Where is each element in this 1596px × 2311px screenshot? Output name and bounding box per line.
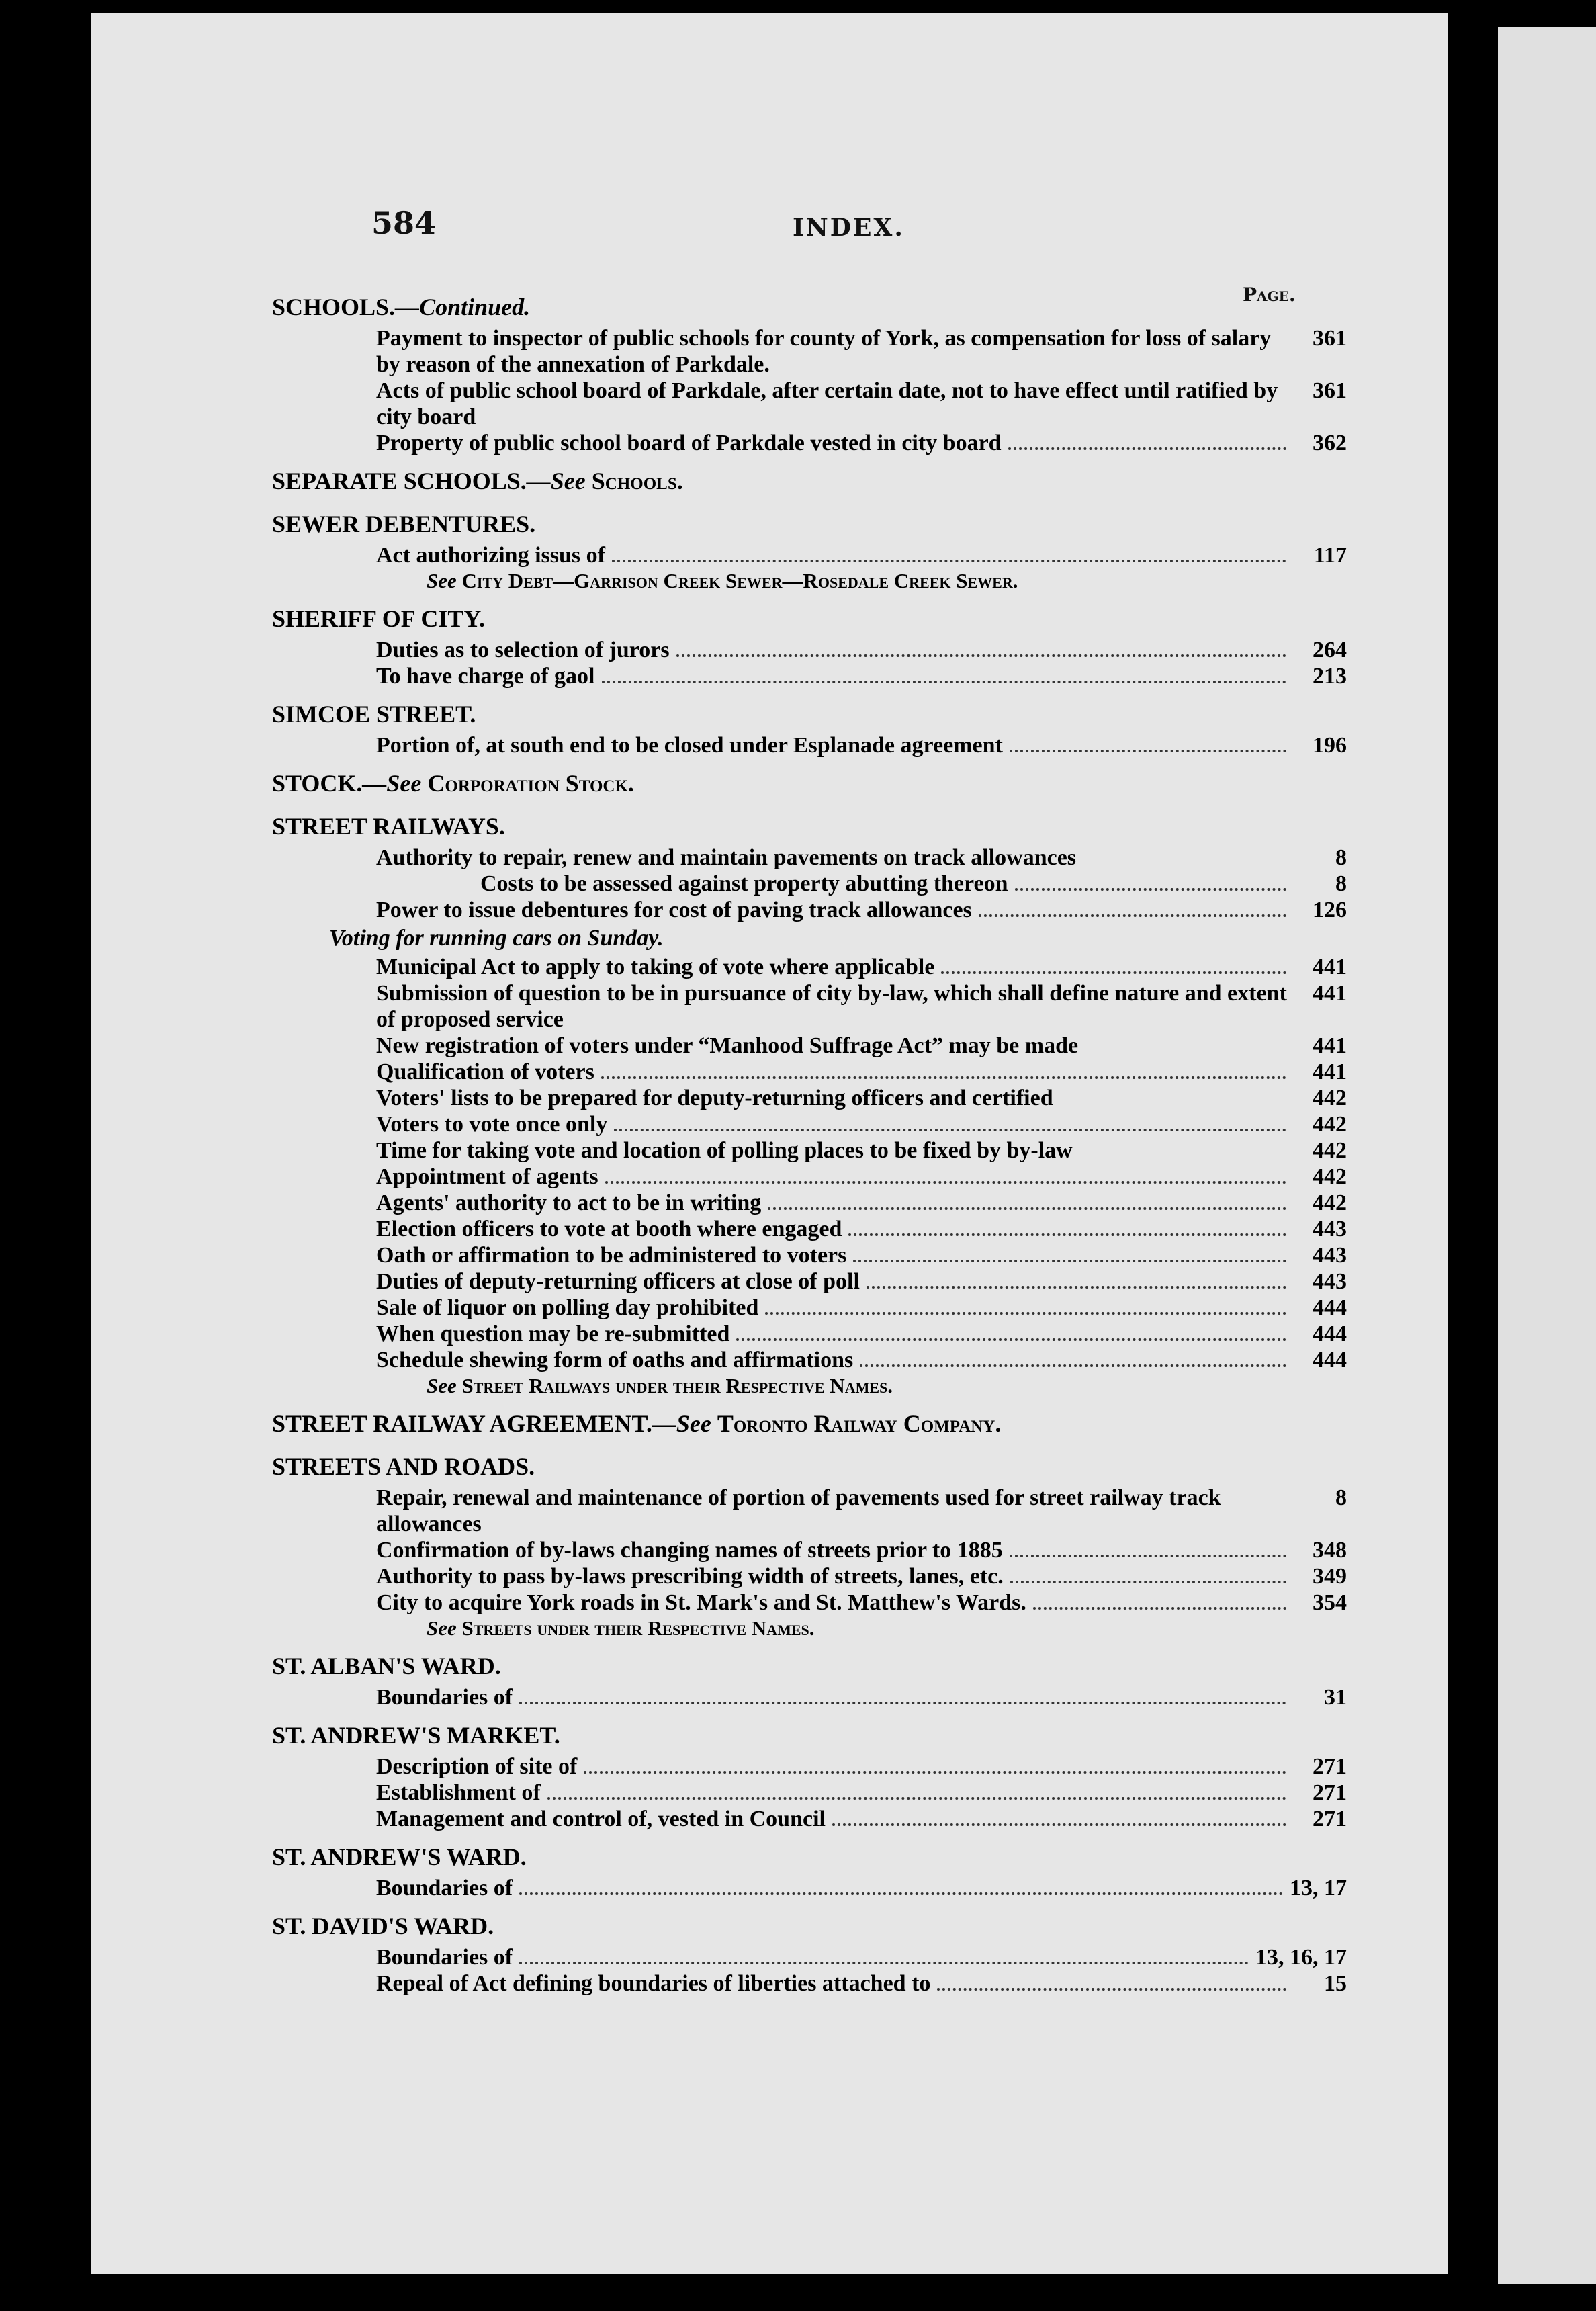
index-section: [272, 601, 1347, 689]
section-heading: SIMCOE STREET.: [272, 701, 476, 728]
section-heading: ST. DAVID'S WARD.: [272, 1913, 494, 1939]
index-entry: Appointment of agents 442: [376, 1164, 1347, 1189]
index-section: [272, 289, 1347, 456]
index-entry: Act authorizing issus of 117: [376, 543, 1347, 568]
page-column-label: Page.: [1243, 284, 1296, 306]
index-entry: Schedule shewing form of oaths and affirmations 444: [376, 1348, 1347, 1372]
subheading: Voting for running cars on Sunday.: [329, 926, 664, 951]
index-entry: Confirmation of by-laws changing names of streets prior to 1885 348: [376, 1538, 1347, 1563]
index-entry: Voters to vote once only 442: [376, 1112, 1347, 1137]
section-heading: ST. ANDREW'S MARKET.: [272, 1722, 560, 1749]
index-entry: Repeal of Act defining boundaries of liberties attached to 15: [376, 1971, 1347, 1996]
index-subentry: Costs to be assessed against property abutting thereon 8: [480, 871, 1347, 896]
index-section: [272, 765, 1347, 801]
see-reference: See City Debt—Garrison Creek Sewer—Rosedale Creek Sewer.: [427, 569, 1018, 593]
facing-page-edge: [1498, 27, 1596, 2284]
index-section: [272, 463, 1347, 499]
section-heading: SEWER DEBENTURES.: [272, 511, 536, 537]
section-heading: SHERIFF OF CITY.: [272, 605, 486, 632]
index-section: [272, 1405, 1347, 1442]
index-entry: Voters' lists to be prepared for deputy-returning officers and certified 442: [376, 1086, 1347, 1110]
section-heading: STREET RAILWAY AGREEMENT.—See Toronto Railway Company.: [272, 1410, 1002, 1437]
index-entry: Qualification of voters 441: [376, 1059, 1347, 1084]
section-heading: SCHOOLS.—Continued.: [272, 294, 531, 320]
index-section: [272, 506, 1347, 594]
index-section: [272, 1717, 1347, 1832]
index-section: [272, 1448, 1347, 1641]
index-content: [272, 282, 1347, 1997]
see-reference: See Street Railways under their Respective Names.: [427, 1374, 893, 1397]
index-entry: Duties as to selection of jurors 264: [376, 638, 1347, 662]
index-entry: To have charge of gaol 213: [376, 664, 1347, 689]
index-entry: Payment to inspector of public schools for county of York, as compensation for loss of salary by reason of the annexation of Parkdale. 361: [376, 326, 1347, 377]
index-entry: Duties of deputy-returning officers at close of poll 443: [376, 1269, 1347, 1294]
section-heading: ST. ANDREW'S WARD.: [272, 1843, 527, 1870]
section-heading: STOCK.—See Corporation Stock.: [272, 770, 634, 797]
index-entry: Acts of public school board of Parkdale, after certain date, not to have effect until ratified by city board 361: [376, 378, 1347, 429]
index-entry: Oath or affirmation to be administered to voters 443: [376, 1243, 1347, 1268]
index-entry: Agents' authority to act to be in writing 442: [376, 1190, 1347, 1215]
index-entry: Authority to repair, renew and maintain pavements on track allowances 8: [376, 845, 1347, 870]
section-heading: STREET RAILWAYS.: [272, 813, 505, 840]
section-heading: ST. ALBAN'S WARD.: [272, 1653, 501, 1680]
index-entry: Management and control of, vested in Council 271: [376, 1806, 1347, 1831]
index-entry: New registration of voters under “Manhood Suffrage Act” may be made 441: [376, 1033, 1347, 1058]
index-section: [272, 808, 1347, 1399]
index-entry: Submission of question to be in pursuance of city by-law, which shall define nature and extent of proposed service 441: [376, 981, 1347, 1032]
section-heading: SEPARATE SCHOOLS.—See Schools.: [272, 468, 683, 494]
page-number: 584: [371, 205, 437, 241]
index-entry: Boundaries of 13, 17: [376, 1876, 1347, 1901]
index-section: [272, 1839, 1347, 1901]
see-reference: See Streets under their Respective Names.: [427, 1616, 815, 1640]
index-entry: Boundaries of 13, 16, 17: [376, 1945, 1347, 1970]
index-entry: Sale of liquor on polling day prohibited 444: [376, 1295, 1347, 1320]
running-title: INDEX.: [793, 214, 905, 242]
index-entry: Property of public school board of Parkdale vested in city board 362: [376, 431, 1347, 455]
index-entry: Boundaries of 31: [376, 1685, 1347, 1710]
index-section: [272, 696, 1347, 758]
index-entry: Authority to pass by-laws prescribing width of streets, lanes, etc. 349: [376, 1564, 1347, 1589]
index-entry: Time for taking vote and location of polling places to be fixed by by-law 442: [376, 1138, 1347, 1163]
index-entry: Election officers to vote at booth where engaged 443: [376, 1217, 1347, 1241]
index-section: [272, 1648, 1347, 1710]
index-section: [272, 1908, 1347, 1997]
index-entry: Repair, renewal and maintenance of portion of pavements used for street railway track allowances 8: [376, 1485, 1347, 1536]
index-entry: City to acquire York roads in St. Mark's and St. Matthew's Wards. 354: [376, 1590, 1347, 1615]
index-entry: Establishment of 271: [376, 1780, 1347, 1805]
index-entry: Municipal Act to apply to taking of vote where applicable 441: [376, 955, 1347, 979]
index-entry: Description of site of 271: [376, 1754, 1347, 1779]
index-entry: Power to issue debentures for cost of paving track allowances 126: [376, 898, 1347, 922]
section-heading: STREETS AND ROADS.: [272, 1453, 535, 1480]
index-entry: When question may be re-submitted 444: [376, 1321, 1347, 1346]
index-entry: Portion of, at south end to be closed under Esplanade agreement 196: [376, 733, 1347, 758]
